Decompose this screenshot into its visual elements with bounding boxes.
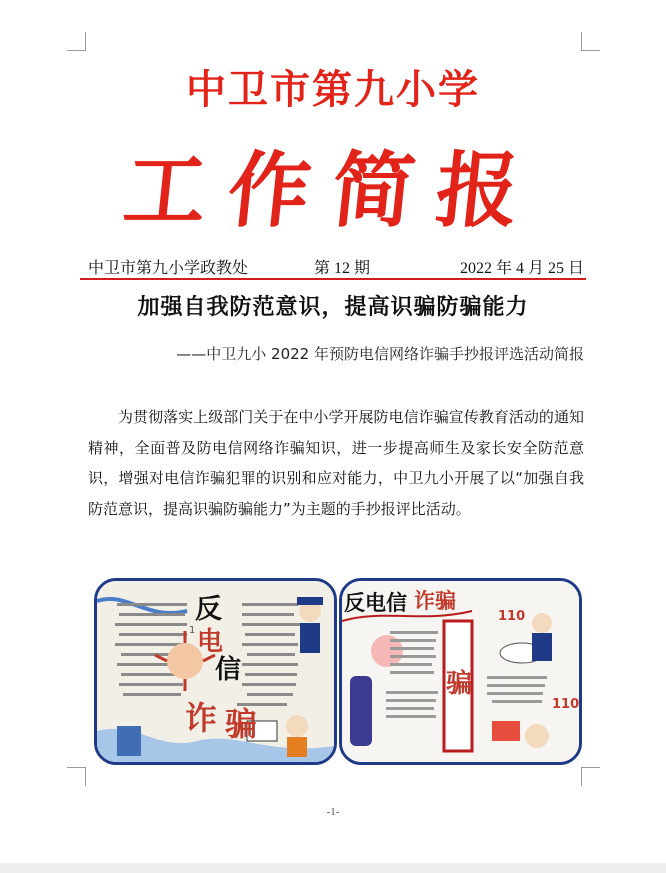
school-name-title: 中卫市第九小学 (186, 66, 480, 113)
poster-right-banner-1: 反电信 (344, 591, 407, 615)
poster-photo-right (339, 578, 582, 765)
poster-right-phone-2: 110 (552, 697, 580, 712)
poster-right-banner-2: 诈骗 (414, 589, 456, 613)
header-divider (80, 278, 586, 280)
poster-right-phone-1: 110 (498, 609, 526, 624)
poster-left-char-4: 诈 (185, 699, 218, 737)
page-number: -1- (326, 806, 340, 818)
page-bottom-edge (0, 863, 666, 873)
article-paragraph: 为贯彻落实上级部门关于在中小学开展防电信诈骗宣传教育活动的通知精神，全面普及防电信网络诈骗知识，进一步提高师生及家长安全防范意识，增强对电信诈骗犯罪的识别和应对能力，中卫九小开展了以“加强自我防范意识，提高识骗防骗能力”为主题的手抄报评比活动。 (88, 408, 584, 518)
poster-right-center-char: 骗 (446, 669, 473, 699)
corner-mark-bottom-right (581, 767, 600, 786)
article-subtitle: ——中卫九小 2022 年预防电信网络诈骗手抄报评选活动简报 (176, 345, 584, 363)
poster-left-char-3: 信 (215, 655, 242, 685)
corner-mark-top-right (581, 32, 600, 51)
issue-number: 第 12 期 (314, 260, 371, 277)
article-headline: 加强自我防范意识，提高识骗防骗能力 (137, 294, 529, 320)
poster-photo-left (94, 578, 337, 765)
poster-left-char-2: 电 (197, 627, 224, 657)
corner-mark-top-left (67, 32, 86, 51)
issue-date: 2022 年 4 月 25 日 (459, 260, 584, 277)
department-label: 中卫市第九小学政教处 (88, 260, 249, 277)
poster-left-char-5: 骗 (225, 705, 258, 743)
issue-info-row (88, 255, 584, 277)
work-brief-title: 工作简报 (119, 144, 546, 239)
corner-mark-bottom-left (67, 767, 86, 786)
poster-left-char-1: 反 (195, 594, 222, 625)
poster-left-note: 1 (189, 625, 196, 636)
